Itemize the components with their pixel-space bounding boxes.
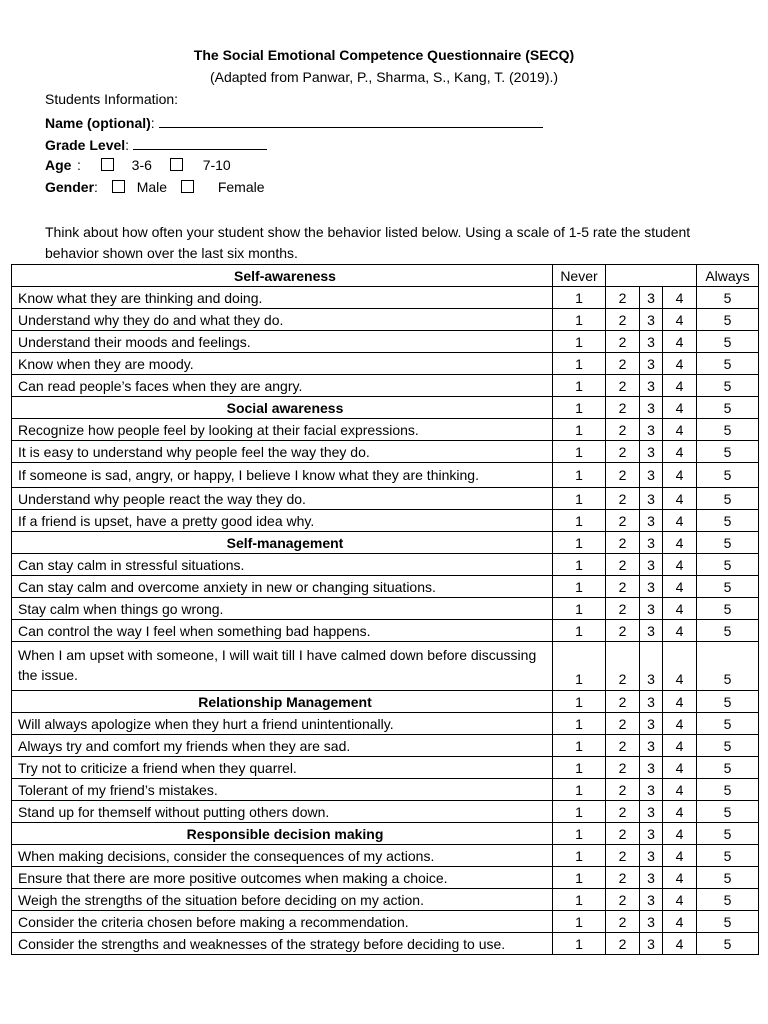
rating-option-4[interactable]: 4 (663, 397, 697, 419)
rating-option-3[interactable]: 3 (640, 691, 663, 713)
rating-option-3[interactable]: 3 (640, 620, 663, 642)
table-row (12, 911, 759, 933)
rating-table-body (12, 265, 759, 955)
student-info-heading: Students Information: (45, 91, 179, 107)
table-row (12, 554, 759, 576)
table-row (12, 309, 759, 331)
age-colon: : (77, 157, 81, 173)
rating-option-1[interactable]: 1 (553, 598, 606, 620)
rating-option-5[interactable]: 5 (697, 801, 759, 823)
gender-checkbox-female[interactable] (181, 180, 194, 193)
rating-option-4[interactable]: 4 (663, 353, 697, 375)
item-text: Consider the criteria chosen before making a recommendation. (12, 911, 553, 933)
rating-option-2[interactable]: 2 (606, 463, 640, 488)
rating-option-2[interactable]: 2 (606, 642, 640, 691)
rating-option-5[interactable]: 5 (697, 353, 759, 375)
rating-option-4[interactable]: 4 (663, 532, 697, 554)
item-text: It is easy to understand why people feel the way they do. (12, 441, 553, 463)
age-label: Age (45, 157, 72, 173)
rating-option-4[interactable]: 4 (663, 889, 697, 911)
rating-option-1[interactable]: 1 (553, 933, 606, 955)
rating-option-5[interactable]: 5 (697, 419, 759, 441)
rating-option-4[interactable]: 4 (663, 867, 697, 889)
rating-option-1[interactable]: 1 (553, 889, 606, 911)
rating-option-2[interactable]: 2 (606, 867, 640, 889)
document-title: The Social Emotional Competence Questionnaire (SECQ) (193, 47, 575, 63)
rating-option-2[interactable]: 2 (606, 713, 640, 735)
table-row (12, 779, 759, 801)
rating-option-1[interactable]: 1 (553, 911, 606, 933)
rating-option-2[interactable]: 2 (606, 309, 640, 331)
table-row (12, 287, 759, 309)
name-field[interactable] (159, 113, 543, 128)
age-option-3-6: 3-6 (131, 157, 152, 173)
rating-option-1[interactable]: 1 (553, 867, 606, 889)
item-text: Try not to criticize a friend when they quarrel. (12, 757, 553, 779)
rating-option-5[interactable]: 5 (697, 554, 759, 576)
item-text: When I am upset with someone, I will wait till I have calmed down before discussing the issue. (12, 642, 553, 691)
rating-option-5[interactable]: 5 (697, 867, 759, 889)
rating-option-1[interactable]: 1 (553, 397, 606, 419)
section-row (12, 823, 759, 845)
rating-option-2[interactable]: 2 (606, 911, 640, 933)
rating-option-2[interactable]: 2 (606, 287, 640, 309)
section-row (12, 397, 759, 419)
rating-option-2[interactable]: 2 (606, 397, 640, 419)
rating-option-4[interactable]: 4 (663, 735, 697, 757)
rating-option-5[interactable]: 5 (697, 598, 759, 620)
grade-label: Grade Level (45, 137, 126, 153)
age-option-7-10: 7-10 (202, 157, 231, 173)
rating-option-3[interactable]: 3 (640, 911, 663, 933)
rating-option-2[interactable]: 2 (606, 845, 640, 867)
rating-option-3[interactable]: 3 (640, 309, 663, 331)
rating-option-2[interactable]: 2 (606, 620, 640, 642)
rating-option-4[interactable]: 4 (663, 331, 697, 353)
rating-option-2[interactable]: 2 (606, 353, 640, 375)
section-heading: Self-awareness (12, 265, 553, 287)
item-text: Understand why people react the way they do. (12, 488, 553, 510)
rating-option-1[interactable]: 1 (553, 309, 606, 331)
rating-option-2[interactable]: 2 (606, 554, 640, 576)
rating-option-1[interactable]: 1 (553, 735, 606, 757)
rating-option-2[interactable]: 2 (606, 441, 640, 463)
rating-option-5[interactable]: 5 (697, 713, 759, 735)
rating-option-5[interactable]: 5 (697, 375, 759, 397)
rating-option-4[interactable]: 4 (663, 757, 697, 779)
table-row (12, 419, 759, 441)
rating-option-5[interactable]: 5 (697, 397, 759, 419)
gender-label: Gender (45, 179, 95, 195)
rating-option-5[interactable]: 5 (697, 757, 759, 779)
rating-option-4[interactable]: 4 (663, 419, 697, 441)
item-text: Can control the way I feel when something bad happens. (12, 620, 553, 642)
table-row (12, 510, 759, 532)
rating-option-4[interactable]: 4 (663, 779, 697, 801)
age-checkbox-7-10[interactable] (170, 158, 183, 171)
rating-option-4[interactable]: 4 (663, 510, 697, 532)
rating-option-3[interactable]: 3 (640, 779, 663, 801)
rating-option-4[interactable]: 4 (663, 463, 697, 488)
section-heading: Self-management (12, 532, 553, 554)
rating-option-2[interactable]: 2 (606, 532, 640, 554)
rating-option-1[interactable]: 1 (553, 353, 606, 375)
rating-option-1[interactable]: 1 (553, 845, 606, 867)
rating-option-2[interactable]: 2 (606, 889, 640, 911)
rating-option-4[interactable]: 4 (663, 933, 697, 955)
rating-option-4[interactable]: 4 (663, 642, 697, 691)
age-checkbox-3-6[interactable] (101, 158, 114, 171)
rating-option-1[interactable]: 1 (553, 713, 606, 735)
rating-option-2[interactable]: 2 (606, 757, 640, 779)
table-row (12, 713, 759, 735)
rating-option-4[interactable]: 4 (663, 598, 697, 620)
rating-option-4[interactable]: 4 (663, 488, 697, 510)
rating-option-2[interactable]: 2 (606, 823, 640, 845)
rating-option-5[interactable]: 5 (697, 331, 759, 353)
rating-option-3[interactable]: 3 (640, 735, 663, 757)
rating-option-1[interactable]: 1 (553, 419, 606, 441)
instructions: Think about how often your student show the behavior listed below. Using a scale of 1-5 rate the student behavior shown over the last six months. (45, 224, 691, 261)
rating-option-1[interactable]: 1 (553, 576, 606, 598)
rating-option-1[interactable]: 1 (553, 620, 606, 642)
table-row (12, 735, 759, 757)
rating-option-1[interactable]: 1 (553, 287, 606, 309)
section-heading: Relationship Management (12, 691, 553, 713)
table-row (12, 801, 759, 823)
rating-option-3[interactable]: 3 (640, 375, 663, 397)
item-text: Tolerant of my friend’s mistakes. (12, 779, 553, 801)
rating-option-3[interactable]: 3 (640, 713, 663, 735)
rating-option-3[interactable]: 3 (640, 801, 663, 823)
rating-option-5[interactable]: 5 (697, 532, 759, 554)
table-row (12, 642, 759, 691)
item-text: Always try and comfort my friends when they are sad. (12, 735, 553, 757)
rating-option-5[interactable]: 5 (697, 691, 759, 713)
rating-option-1[interactable]: 1 (553, 691, 606, 713)
rating-option-3[interactable]: 3 (640, 510, 663, 532)
rating-option-5[interactable]: 5 (697, 642, 759, 691)
section-heading: Social awareness (12, 397, 553, 419)
table-header-row (12, 265, 759, 287)
rating-option-4[interactable]: 4 (663, 845, 697, 867)
rating-option-1[interactable]: 1 (553, 642, 606, 691)
rating-option-2[interactable]: 2 (606, 488, 640, 510)
name-label: Name (optional) (45, 115, 151, 131)
table-row (12, 441, 759, 463)
rating-option-2[interactable]: 2 (606, 510, 640, 532)
item-text: Can stay calm and overcome anxiety in new or changing situations. (12, 576, 553, 598)
rating-option-5[interactable]: 5 (697, 911, 759, 933)
rating-option-4[interactable]: 4 (663, 620, 697, 642)
rating-option-5[interactable]: 5 (697, 287, 759, 309)
rating-option-3[interactable]: 3 (640, 441, 663, 463)
age-row (45, 157, 231, 173)
item-text: Understand their moods and feelings. (12, 331, 553, 353)
rating-option-3[interactable]: 3 (640, 867, 663, 889)
rating-option-2[interactable]: 2 (606, 691, 640, 713)
section-heading: Responsible decision making (12, 823, 553, 845)
rating-option-4[interactable]: 4 (663, 375, 697, 397)
rating-option-2[interactable]: 2 (606, 735, 640, 757)
rating-option-5[interactable]: 5 (697, 845, 759, 867)
rating-option-1[interactable]: 1 (553, 375, 606, 397)
grade-field[interactable] (133, 135, 267, 150)
item-text: Ensure that there are more positive outcomes when making a choice. (12, 867, 553, 889)
name-colon: : (150, 115, 155, 131)
rating-option-3[interactable]: 3 (640, 488, 663, 510)
gender-option-male: Male (136, 179, 168, 195)
rating-option-2[interactable]: 2 (606, 598, 640, 620)
rating-option-2[interactable]: 2 (606, 419, 640, 441)
rating-option-3[interactable]: 3 (640, 823, 663, 845)
rating-table (11, 264, 759, 955)
rating-option-1[interactable]: 1 (553, 441, 606, 463)
rating-option-4[interactable]: 4 (663, 287, 697, 309)
table-row (12, 576, 759, 598)
rating-option-1[interactable]: 1 (553, 779, 606, 801)
always-header: Always (697, 265, 759, 287)
gender-option-female: Female (217, 179, 265, 195)
rating-option-3[interactable]: 3 (640, 642, 663, 691)
rating-option-3[interactable]: 3 (640, 419, 663, 441)
rating-option-1[interactable]: 1 (553, 510, 606, 532)
rating-option-2[interactable]: 2 (606, 375, 640, 397)
rating-option-1[interactable]: 1 (553, 331, 606, 353)
item-text: When making decisions, consider the consequences of my actions. (12, 845, 553, 867)
rating-option-3[interactable]: 3 (640, 331, 663, 353)
rating-option-3[interactable]: 3 (640, 757, 663, 779)
rating-option-4[interactable]: 4 (663, 823, 697, 845)
section-row (12, 532, 759, 554)
rating-option-3[interactable]: 3 (640, 933, 663, 955)
rating-option-4[interactable]: 4 (663, 801, 697, 823)
rating-option-2[interactable]: 2 (606, 933, 640, 955)
rating-option-3[interactable]: 3 (640, 397, 663, 419)
item-text: If someone is sad, angry, or happy, I believe I know what they are thinking. (12, 463, 553, 488)
rating-option-1[interactable]: 1 (553, 463, 606, 488)
rating-option-3[interactable]: 3 (640, 532, 663, 554)
item-text: Consider the strengths and weaknesses of the strategy before deciding to use. (12, 933, 553, 955)
rating-option-1[interactable]: 1 (553, 823, 606, 845)
section-row (12, 691, 759, 713)
table-row (12, 620, 759, 642)
item-text: Can read people’s faces when they are angry. (12, 375, 553, 397)
rating-option-4[interactable]: 4 (663, 441, 697, 463)
table-row (12, 463, 759, 488)
rating-option-4[interactable]: 4 (663, 309, 697, 331)
gender-row (45, 179, 265, 195)
table-row (12, 867, 759, 889)
grade-row (45, 135, 267, 153)
blank-header (606, 265, 697, 287)
rating-option-2[interactable]: 2 (606, 331, 640, 353)
rating-option-3[interactable]: 3 (640, 598, 663, 620)
table-row (12, 375, 759, 397)
rating-option-1[interactable]: 1 (553, 488, 606, 510)
rating-option-3[interactable]: 3 (640, 554, 663, 576)
rating-option-1[interactable]: 1 (553, 757, 606, 779)
table-row (12, 889, 759, 911)
item-text: Stay calm when things go wrong. (12, 598, 553, 620)
rating-option-5[interactable]: 5 (697, 488, 759, 510)
table-row (12, 488, 759, 510)
rating-option-4[interactable]: 4 (663, 691, 697, 713)
item-text: Stand up for themself without putting others down. (12, 801, 553, 823)
rating-option-4[interactable]: 4 (663, 554, 697, 576)
rating-option-5[interactable]: 5 (697, 779, 759, 801)
rating-option-4[interactable]: 4 (663, 576, 697, 598)
table-row (12, 757, 759, 779)
rating-option-5[interactable]: 5 (697, 823, 759, 845)
rating-option-2[interactable]: 2 (606, 801, 640, 823)
rating-option-5[interactable]: 5 (697, 576, 759, 598)
rating-option-5[interactable]: 5 (697, 463, 759, 488)
rating-option-5[interactable]: 5 (697, 933, 759, 955)
item-text: Can stay calm in stressful situations. (12, 554, 553, 576)
item-text: Will always apologize when they hurt a friend unintentionally. (12, 713, 553, 735)
name-row (45, 113, 543, 131)
rating-option-1[interactable]: 1 (553, 532, 606, 554)
document-subtitle: (Adapted from Panwar, P., Sharma, S., Kang, T. (2019).) (209, 69, 559, 85)
table-row (12, 353, 759, 375)
rating-option-5[interactable]: 5 (697, 889, 759, 911)
gender-colon: : (94, 179, 98, 195)
rating-option-4[interactable]: 4 (663, 713, 697, 735)
never-header: Never (553, 265, 606, 287)
rating-option-1[interactable]: 1 (553, 554, 606, 576)
table-row (12, 331, 759, 353)
rating-option-1[interactable]: 1 (553, 801, 606, 823)
table-row (12, 598, 759, 620)
rating-option-2[interactable]: 2 (606, 779, 640, 801)
rating-option-3[interactable]: 3 (640, 463, 663, 488)
rating-option-5[interactable]: 5 (697, 309, 759, 331)
rating-option-5[interactable]: 5 (697, 735, 759, 757)
item-text: Know when they are moody. (12, 353, 553, 375)
item-text: Weigh the strengths of the situation before deciding on my action. (12, 889, 553, 911)
rating-option-2[interactable]: 2 (606, 576, 640, 598)
rating-option-3[interactable]: 3 (640, 576, 663, 598)
item-text: Know what they are thinking and doing. (12, 287, 553, 309)
rating-option-3[interactable]: 3 (640, 845, 663, 867)
rating-option-4[interactable]: 4 (663, 911, 697, 933)
grade-colon: : (125, 137, 130, 153)
item-text: Recognize how people feel by looking at their facial expressions. (12, 419, 553, 441)
item-text: Understand why they do and what they do. (12, 309, 553, 331)
rating-option-3[interactable]: 3 (640, 353, 663, 375)
rating-option-5[interactable]: 5 (697, 510, 759, 532)
rating-option-3[interactable]: 3 (640, 889, 663, 911)
gender-checkbox-male[interactable] (112, 180, 125, 193)
rating-option-5[interactable]: 5 (697, 441, 759, 463)
rating-option-5[interactable]: 5 (697, 620, 759, 642)
item-text: If a friend is upset, have a pretty good idea why. (12, 510, 553, 532)
table-row (12, 933, 759, 955)
rating-option-3[interactable]: 3 (640, 287, 663, 309)
table-row (12, 845, 759, 867)
